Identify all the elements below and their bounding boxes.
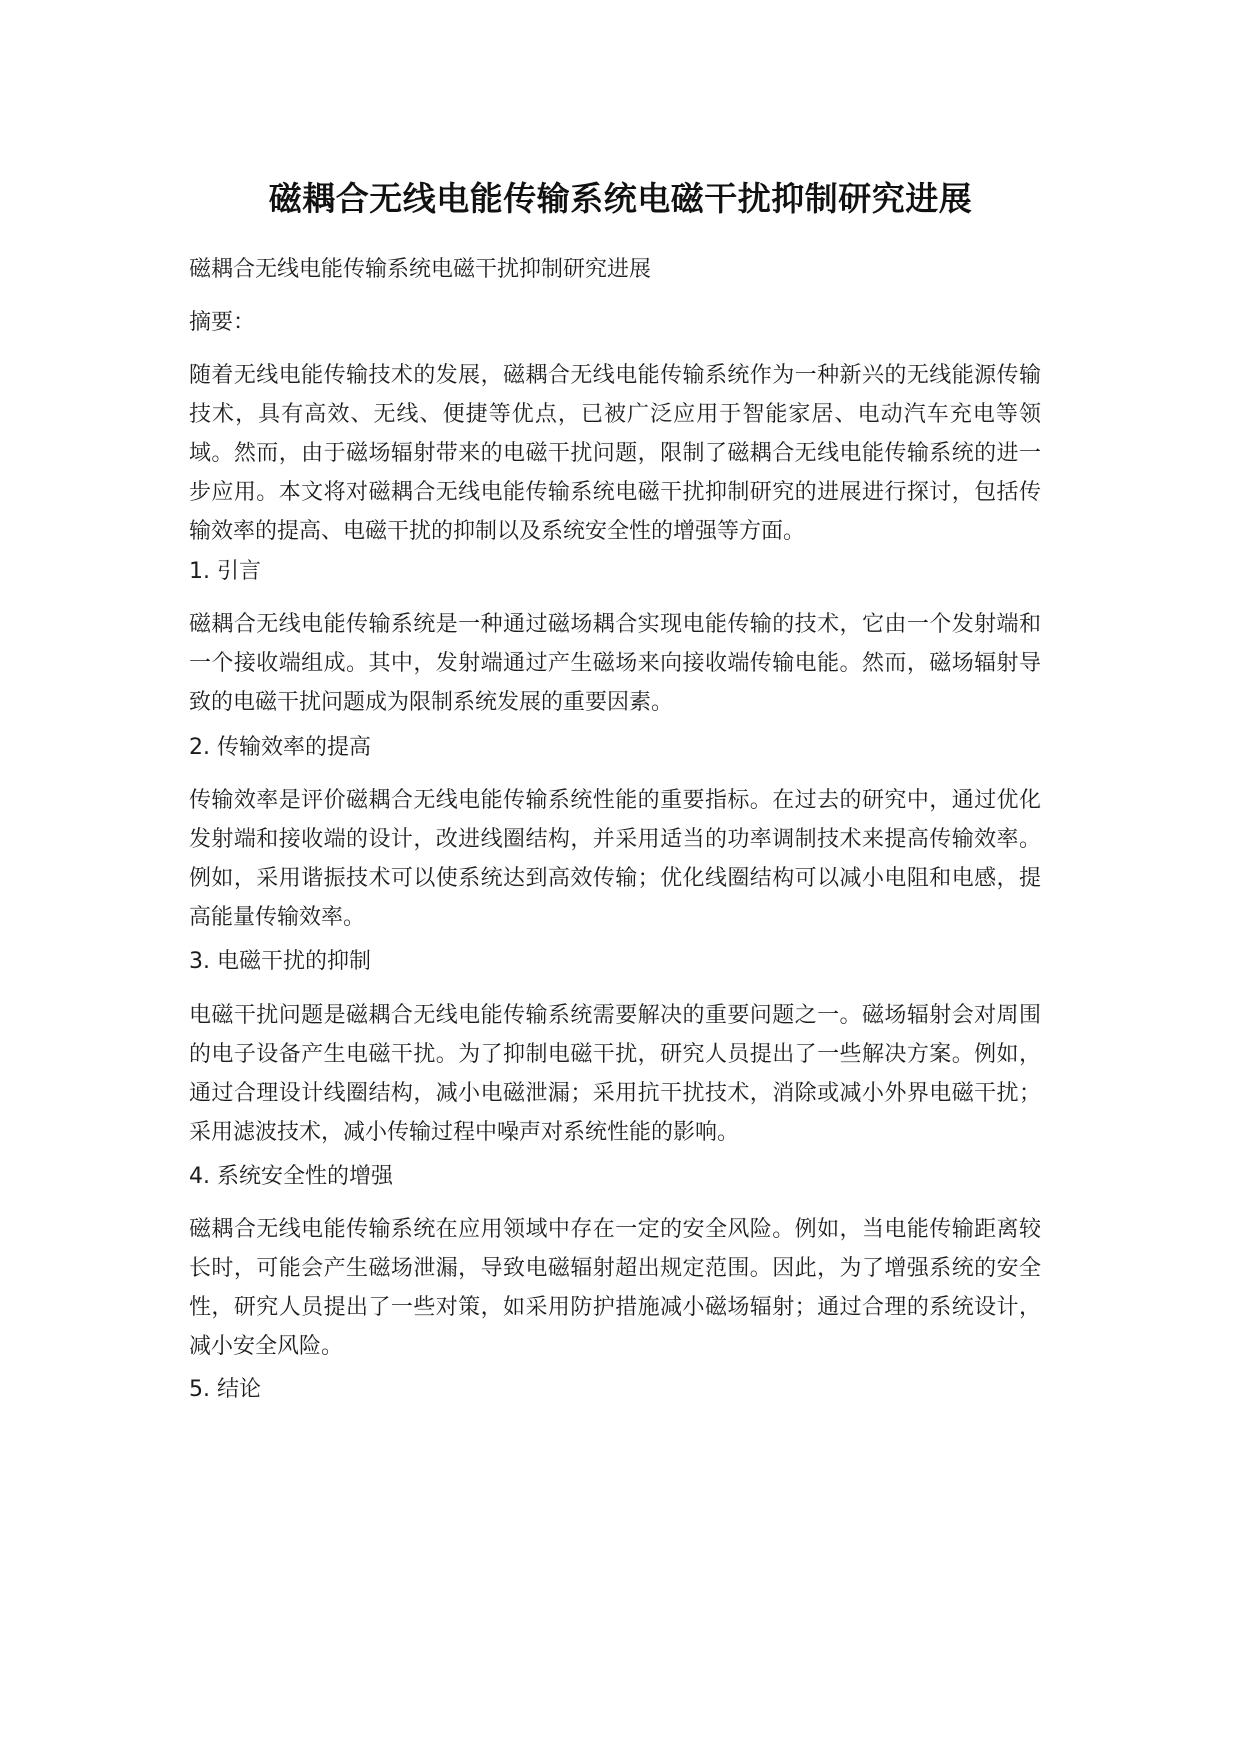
- section-text-1: 磁耦合无线电能传输系统是一种通过磁场耦合实现电能传输的技术，它由一个发射端和一个接收端组成。其中，发射端通过产生磁场来向接收端传输电能。然而，磁场辐射导致的电磁干扰问题成为限制系统发展的重要因素。: [189, 612, 1041, 715]
- section-heading-2: 2. 传输效率的提高: [189, 735, 371, 760]
- section-heading-5: 5. 结论: [189, 1377, 261, 1402]
- section-text-2: 传输效率是评价磁耦合无线电能传输系统性能的重要指标。在过去的研究中，通过优化发射端和接收端的设计，改进线圈结构，并采用适当的功率调制技术来提高传输效率。例如，采用谐振技术可以使系统达到高效传输；优化线圈结构可以减小电阻和电感，提高能量传输效率。: [189, 788, 1041, 930]
- document-subtitle: 磁耦合无线电能传输系统电磁干扰抑制研究进展: [189, 257, 652, 282]
- section-heading-3: 3. 电磁干扰的抑制: [189, 949, 371, 974]
- section-heading-1: 1. 引言: [189, 559, 261, 584]
- section-heading-4: 4. 系统安全性的增强: [189, 1164, 393, 1189]
- section-text-3: 电磁干扰问题是磁耦合无线电能传输系统需要解决的重要问题之一。磁场辐射会对周围的电子设备产生电磁干扰。为了抑制电磁干扰，研究人员提出了一些解决方案。例如，通过合理设计线圈结构，减小电磁泄漏；采用抗干扰技术，消除或减小外界电磁干扰；采用滤波技术，减小传输过程中噪声对系统性能的影响。: [189, 1003, 1041, 1145]
- abstract-label: 摘要：: [189, 310, 256, 335]
- section-text-4: 磁耦合无线电能传输系统在应用领域中存在一定的安全风险。例如，当电能传输距离较长时，可能会产生磁场泄漏，导致电磁辐射超出规定范围。因此，为了增强系统的安全性，研究人员提出了一些对策，如采用防护措施减小磁场辐射；通过合理的系统设计，减小安全风险。: [189, 1217, 1041, 1359]
- document-title: 磁耦合无线电能传输系统电磁干扰抑制研究进展: [268, 179, 973, 218]
- abstract-text: 随着无线电能传输技术的发展，磁耦合无线电能传输系统作为一种新兴的无线能源传输技术，具有高效、无线、便捷等优点，已被广泛应用于智能家居、电动汽车充电等领域。然而，由于磁场辐射带来的电磁干扰问题，限制了磁耦合无线电能传输系统的进一步应用。本文将对磁耦合无线电能传输系统电磁干扰抑制研究的进展进行探讨，包括传输效率的提高、电磁干扰的抑制以及系统安全性的增强等方面。: [189, 363, 1041, 544]
